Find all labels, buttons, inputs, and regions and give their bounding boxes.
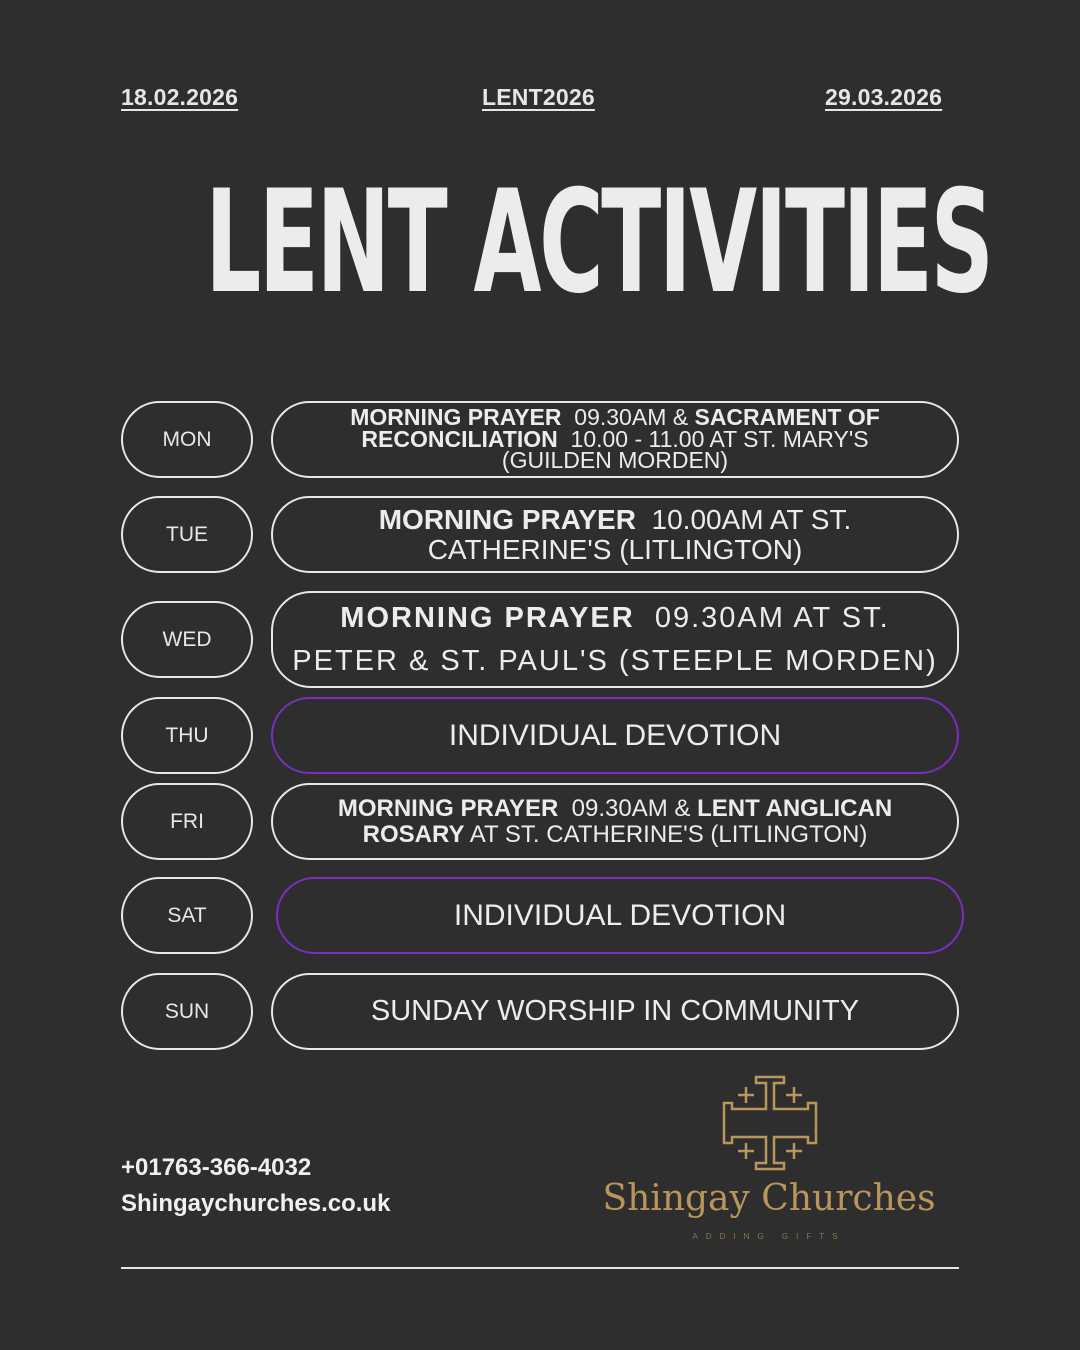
activity-line	[340, 597, 889, 639]
activity-line	[428, 535, 803, 564]
footer-divider	[121, 1267, 959, 1269]
activity-name: RECONCILIATION	[361, 425, 558, 452]
activity-detail: AT ST. CATHERINE'S (LITLINGTON)	[464, 820, 868, 848]
activity-detail: PETER & ST. PAUL'S (STEEPLE MORDEN)	[292, 644, 938, 677]
activity-description	[271, 401, 959, 478]
day-label: TUE	[121, 496, 253, 573]
schedule-row	[121, 496, 959, 573]
activity-description	[271, 973, 959, 1050]
schedule-row	[121, 877, 959, 954]
day-label: WED	[121, 601, 253, 678]
activity-line	[379, 505, 852, 534]
activity-detail: INDIVIDUAL DEVOTION	[453, 898, 787, 932]
activity-name: MORNING PRAYER	[378, 504, 636, 536]
activity-description	[271, 496, 959, 573]
activity-line	[292, 640, 937, 682]
activity-name: MORNING PRAYER	[340, 602, 635, 635]
activity-line	[449, 720, 781, 752]
day-label: FRI	[121, 783, 253, 860]
schedule-row	[121, 783, 959, 860]
activity-name: ROSARY	[362, 820, 465, 848]
logo-tagline: ADDING GIFTS	[692, 1232, 846, 1241]
logo-name: Shingay Churches	[602, 1178, 936, 1219]
activity-line	[454, 900, 786, 932]
activity-line	[363, 822, 868, 847]
activity-name: SACRAMENT OF	[694, 403, 880, 430]
activity-description	[271, 697, 959, 774]
activity-description	[271, 783, 959, 860]
activity-name: MORNING PRAYER	[337, 795, 559, 823]
day-label: SUN	[121, 973, 253, 1050]
day-label: MON	[121, 401, 253, 478]
schedule-row	[121, 697, 959, 774]
activity-detail: INDIVIDUAL DEVOTION	[448, 718, 782, 752]
activity-line	[501, 447, 729, 474]
day-label: THU	[121, 697, 253, 774]
phone-number: +01763-366-4032	[121, 1154, 312, 1181]
activity-name: MORNING PRAYER	[350, 403, 562, 430]
website-link: Shingaychurches.co.uk	[121, 1190, 391, 1217]
jerusalem-cross-icon	[722, 1075, 818, 1171]
activity-line	[338, 796, 892, 821]
start-date: 18.02.2026	[121, 84, 239, 110]
schedule-row	[121, 401, 959, 478]
activity-detail: (GUILDEN MORDEN)	[501, 447, 729, 474]
schedule-row	[121, 591, 959, 688]
activity-detail: SUNDAY WORSHIP IN COMMUNITY	[370, 995, 860, 1028]
activity-name: LENT ANGLICAN	[697, 795, 893, 823]
end-date: 29.03.2026	[825, 84, 943, 110]
page-title: LENT ACTIVITIES	[205, 160, 992, 325]
lent-tag: LENT2026	[482, 84, 595, 110]
activity-line	[371, 996, 859, 1026]
activity-detail: 09.30AM &	[561, 403, 695, 430]
day-label: SAT	[121, 877, 253, 954]
activity-detail: 10.00 - 11.00 AT ST. MARY'S	[557, 425, 869, 452]
activity-detail: 09.30AM AT ST.	[634, 602, 890, 635]
activity-detail: 09.30AM &	[558, 795, 698, 823]
schedule-row	[121, 973, 959, 1050]
activity-detail: 10.00AM AT ST.	[635, 504, 852, 536]
activity-detail: CATHERINE'S (LITLINGTON)	[427, 533, 803, 565]
activity-description	[271, 591, 959, 688]
activity-description	[276, 877, 964, 954]
